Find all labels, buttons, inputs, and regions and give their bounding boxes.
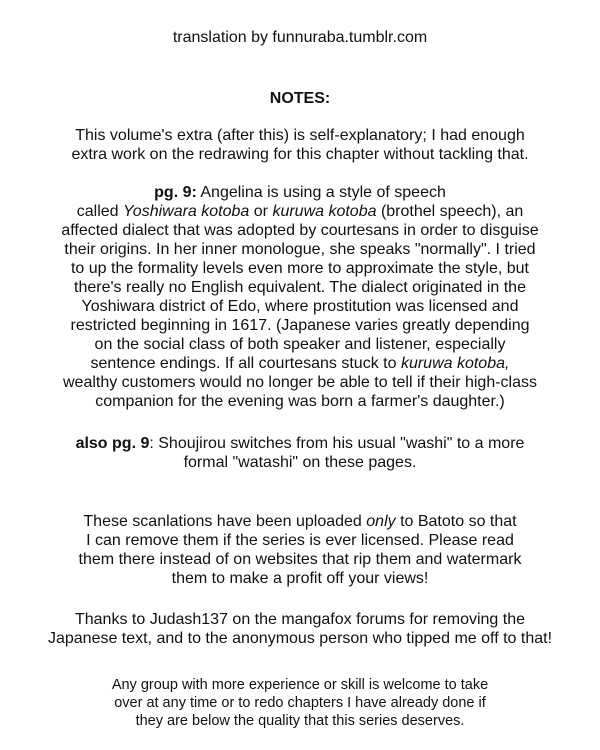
intro-line: This volume's extra (after this) is self-explanatory; I had enough	[75, 127, 525, 144]
pg9-note	[20, 183, 580, 411]
scanlation-line	[20, 512, 580, 531]
also-pg9-line-text: : Shoujirou switches from his usual "washi" to a more	[149, 435, 525, 452]
pg9-line: restricted beginning in 1617. (Japanese varies greatly depending	[70, 317, 530, 334]
intro-line: extra work on the redrawing for this chapter without tackling that.	[71, 146, 529, 163]
scanlation-emphasis: only	[366, 513, 396, 530]
group-line: they are below the quality that this series deserves.	[135, 713, 465, 729]
pg9-term-yoshiwara: Yoshiwara kotoba	[123, 203, 250, 220]
pg9-line-text: sentence endings. If all courtesans stuck to	[90, 355, 401, 372]
pg9-line: their origins. In her inner monologue, she speaks "normally". I tried	[64, 241, 536, 258]
pg9-line	[20, 202, 580, 221]
pg9-term-kuruwa: kuruwa kotoba	[272, 203, 377, 220]
also-pg9-note	[20, 434, 580, 472]
also-pg9-line: formal "watashi" on these pages.	[183, 454, 417, 471]
scanlation-line-text: These scanlations have been uploaded	[83, 513, 367, 530]
pg9-line-text: Angelina is using a style of speech	[196, 184, 446, 201]
pg9-line: affected dialect that was adopted by courtesans in order to disguise	[61, 222, 539, 239]
group-line: over at any time or to redo chapters I have already done if	[114, 695, 486, 711]
intro-paragraph	[20, 126, 580, 164]
scanlation-line: I can remove them if the series is ever licensed. Please read	[86, 532, 514, 549]
pg9-line-text: called	[76, 203, 123, 220]
notes-heading-text: NOTES:	[269, 90, 331, 107]
pg9-line	[20, 183, 580, 202]
group-line: Any group with more experience or skill is welcome to take	[111, 677, 489, 693]
scanlation-line: them to make a profit off your views!	[171, 570, 429, 587]
scanlation-line-text: to Batoto so that	[395, 513, 517, 530]
pg9-term-kuruwa-2: kuruwa kotoba,	[400, 355, 510, 372]
translator-credit-text: translation by funnuraba.tumblr.com	[172, 29, 428, 46]
pg9-line: wealthy customers would no longer be able to tell if their high-class	[62, 374, 538, 391]
thanks-line: Thanks to Judash137 on the mangafox forums for removing the	[74, 611, 526, 628]
scanlation-line: them there instead of on websites that rip them and watermark	[78, 551, 522, 568]
thanks-paragraph	[20, 610, 580, 648]
pg9-line: there's really no English equivalent. The dialect originated in the	[74, 279, 526, 296]
pg9-line: Yoshiwara district of Edo, where prostitution was licensed and	[81, 298, 519, 315]
pg9-line: companion for the evening was born a farmer's daughter.)	[95, 393, 505, 410]
thanks-line: Japanese text, and to the anonymous person who tipped me off to that!	[47, 630, 553, 647]
also-pg9-line	[20, 434, 580, 453]
notes-heading	[20, 89, 580, 108]
pg9-line	[20, 354, 580, 373]
translator-credit	[20, 28, 580, 47]
scanlation-notice	[20, 512, 580, 588]
group-notice	[20, 676, 580, 730]
pg9-line-text: or	[249, 203, 273, 220]
pg9-label: pg. 9:	[154, 184, 197, 201]
pg9-line-text: (brothel speech), an	[376, 203, 524, 220]
pg9-line: to up the formality levels even more to approximate the style, but	[70, 260, 529, 277]
pg9-line: on the social class of both speaker and listener, especially	[94, 336, 506, 353]
also-pg9-label: also pg. 9	[75, 435, 150, 452]
